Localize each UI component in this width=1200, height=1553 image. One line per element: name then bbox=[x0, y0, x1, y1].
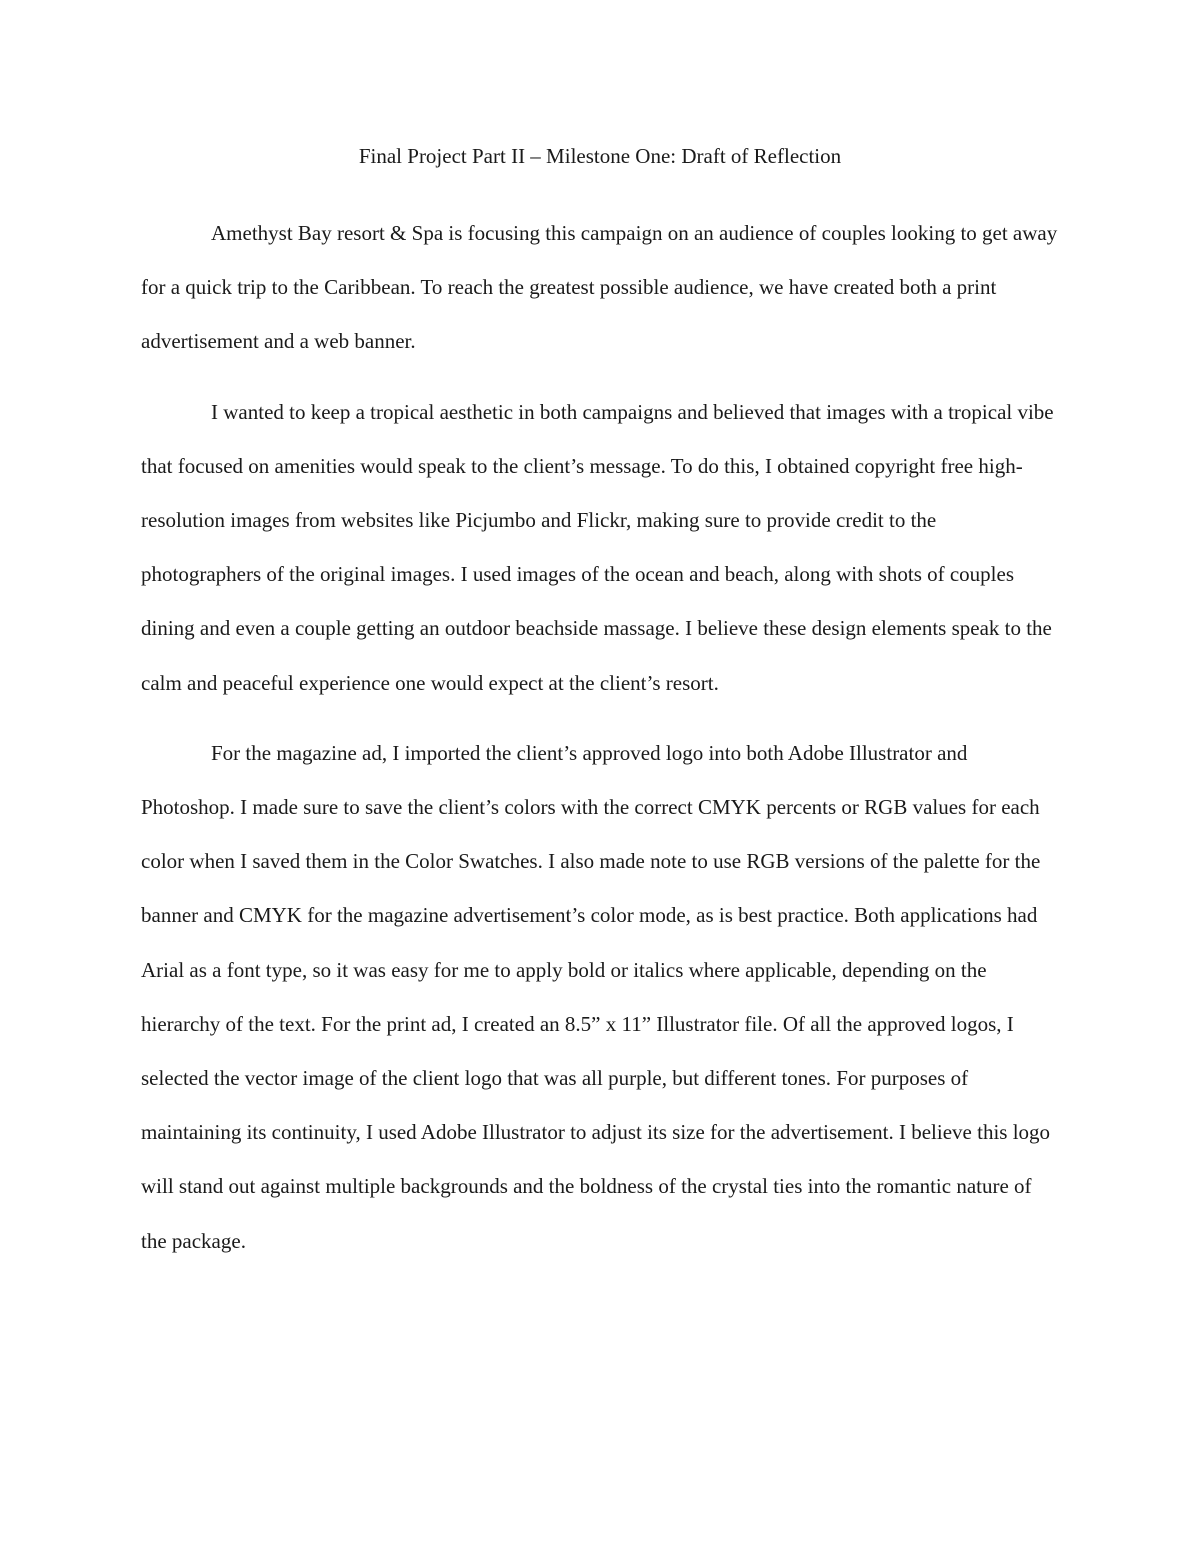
paragraph-magazine-ad: For the magazine ad, I imported the client’s approved logo into both Adobe Illustrator and Photoshop. I made sure to save the client’s colors with the correct CMYK percents or RGB values for each color when I saved them in the Color Swatches. I also made note to use RGB versions of the palette for the banner and CMYK for the magazine advertisement’s color mode, as is best practice. Both applications had Arial as a font type, so it was easy for me to apply bold or italics where applicable, depending on the hierarchy of the text. For the print ad, I created an 8.5” x 11” Illustrator file. Of all the approved logos, I selected the vector image of the client logo that was all purple, but different tones. For purposes of maintaining its continuity, I used Adobe Illustrator to adjust its size for the advertisement. I believe this logo will stand out against multiple backgrounds and the boldness of the crystal ties into the romantic nature of the package. bbox=[141, 740, 1051, 1253]
document-title: Final Project Part II – Milestone One: Draft of Reflection bbox=[358, 144, 842, 168]
paragraph-audience: Amethyst Bay resort & Spa is focusing this campaign on an audience of couples looking to get away for a quick trip to the Caribbean. To reach the greatest possible audience, we have created both a print advertisement and a web banner. bbox=[141, 221, 1058, 354]
paragraph-aesthetic: I wanted to keep a tropical aesthetic in both campaigns and believed that images with a tropical vibe that focused on amenities would speak to the client’s message. To do this, I obtained copyright free high-resolution images from websites like Picjumbo and Flickr, making sure to provide credit to the photographers of the original images. I used images of the ocean and beach, along with shots of couples dining and even a couple getting an outdoor beachside massage. I believe these design elements speak to the calm and peaceful experience one would expect at the client’s resort. bbox=[141, 399, 1054, 695]
document-body bbox=[141, 138, 1059, 1284]
